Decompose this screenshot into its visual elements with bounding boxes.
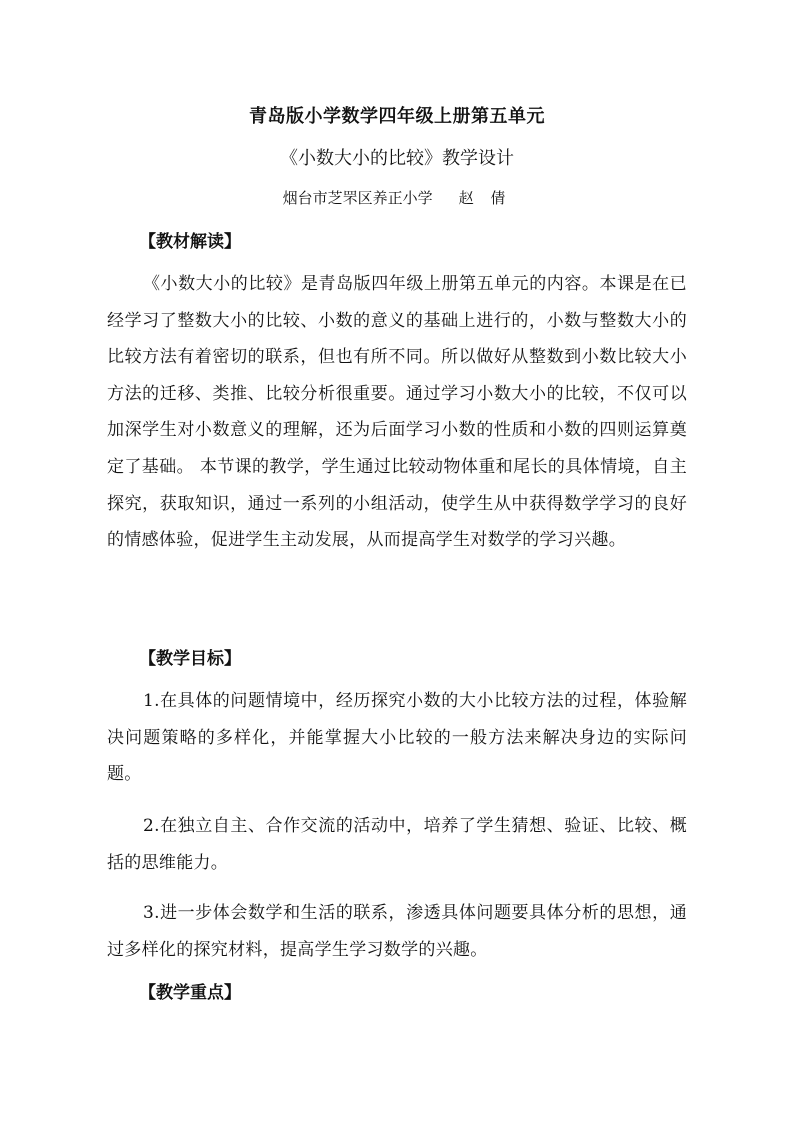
section-paragraph-jiaocai: 《小数大小的比较》是青岛版四年级上册第五单元的内容。本课是在已经学习了整数大小的比较、小数的意义的基础上进行的，小数与整数大小的比较方法有着密切的联系，但也有所不同。所以做好从整数到小数比较大小方法的迁移、类推、比较分析很重要。通过学习小数大小的比较，不仅可以加深学生对小数意义的理解，还为后面学习小数的性质和小数的四则运算奠定了基础。 本节课的教学，学生通过比较动物体重和尾长的具体情境，自主探究，获取知识，通过一系列的小组活动，使学生从中获得数学学习的良好的情感体验，促进学生主动发展，从而提高学生对数学的学习兴趣。 [107,274,687,551]
document-title: 青岛版小学数学四年级上册第五单元 [249,106,545,127]
section-heading-jiaocai: 【教材解读】 [139,232,241,252]
section-heading-zhongdian: 【教学重点】 [139,983,241,1003]
section-heading-mubiao: 【教学目标】 [139,649,241,669]
author-name: 赵 倩 [458,189,512,207]
document-subtitle: 《小数大小的比较》教学设计 [280,148,514,169]
author-school: 烟台市芝罘区养正小学 [282,189,433,207]
list-item-mubiao-3: 3.进一步体会数学和生活的联系，渗透具体问题要具体分析的思想，通过多样化的探究材料，提高学生学习数学的兴趣。 [107,903,687,960]
list-item-mubiao-2: 2.在独立自主、合作交流的活动中，培养了学生猜想、验证、比较、概括的思维能力。 [107,816,687,873]
author-line [0,187,794,209]
list-item-mubiao-1: 1.在具体的问题情境中，经历探究小数的大小比较方法的过程，体验解决问题策略的多样化，并能掌握大小比较的一般方法来解决身边的实际问题。 [107,691,687,785]
